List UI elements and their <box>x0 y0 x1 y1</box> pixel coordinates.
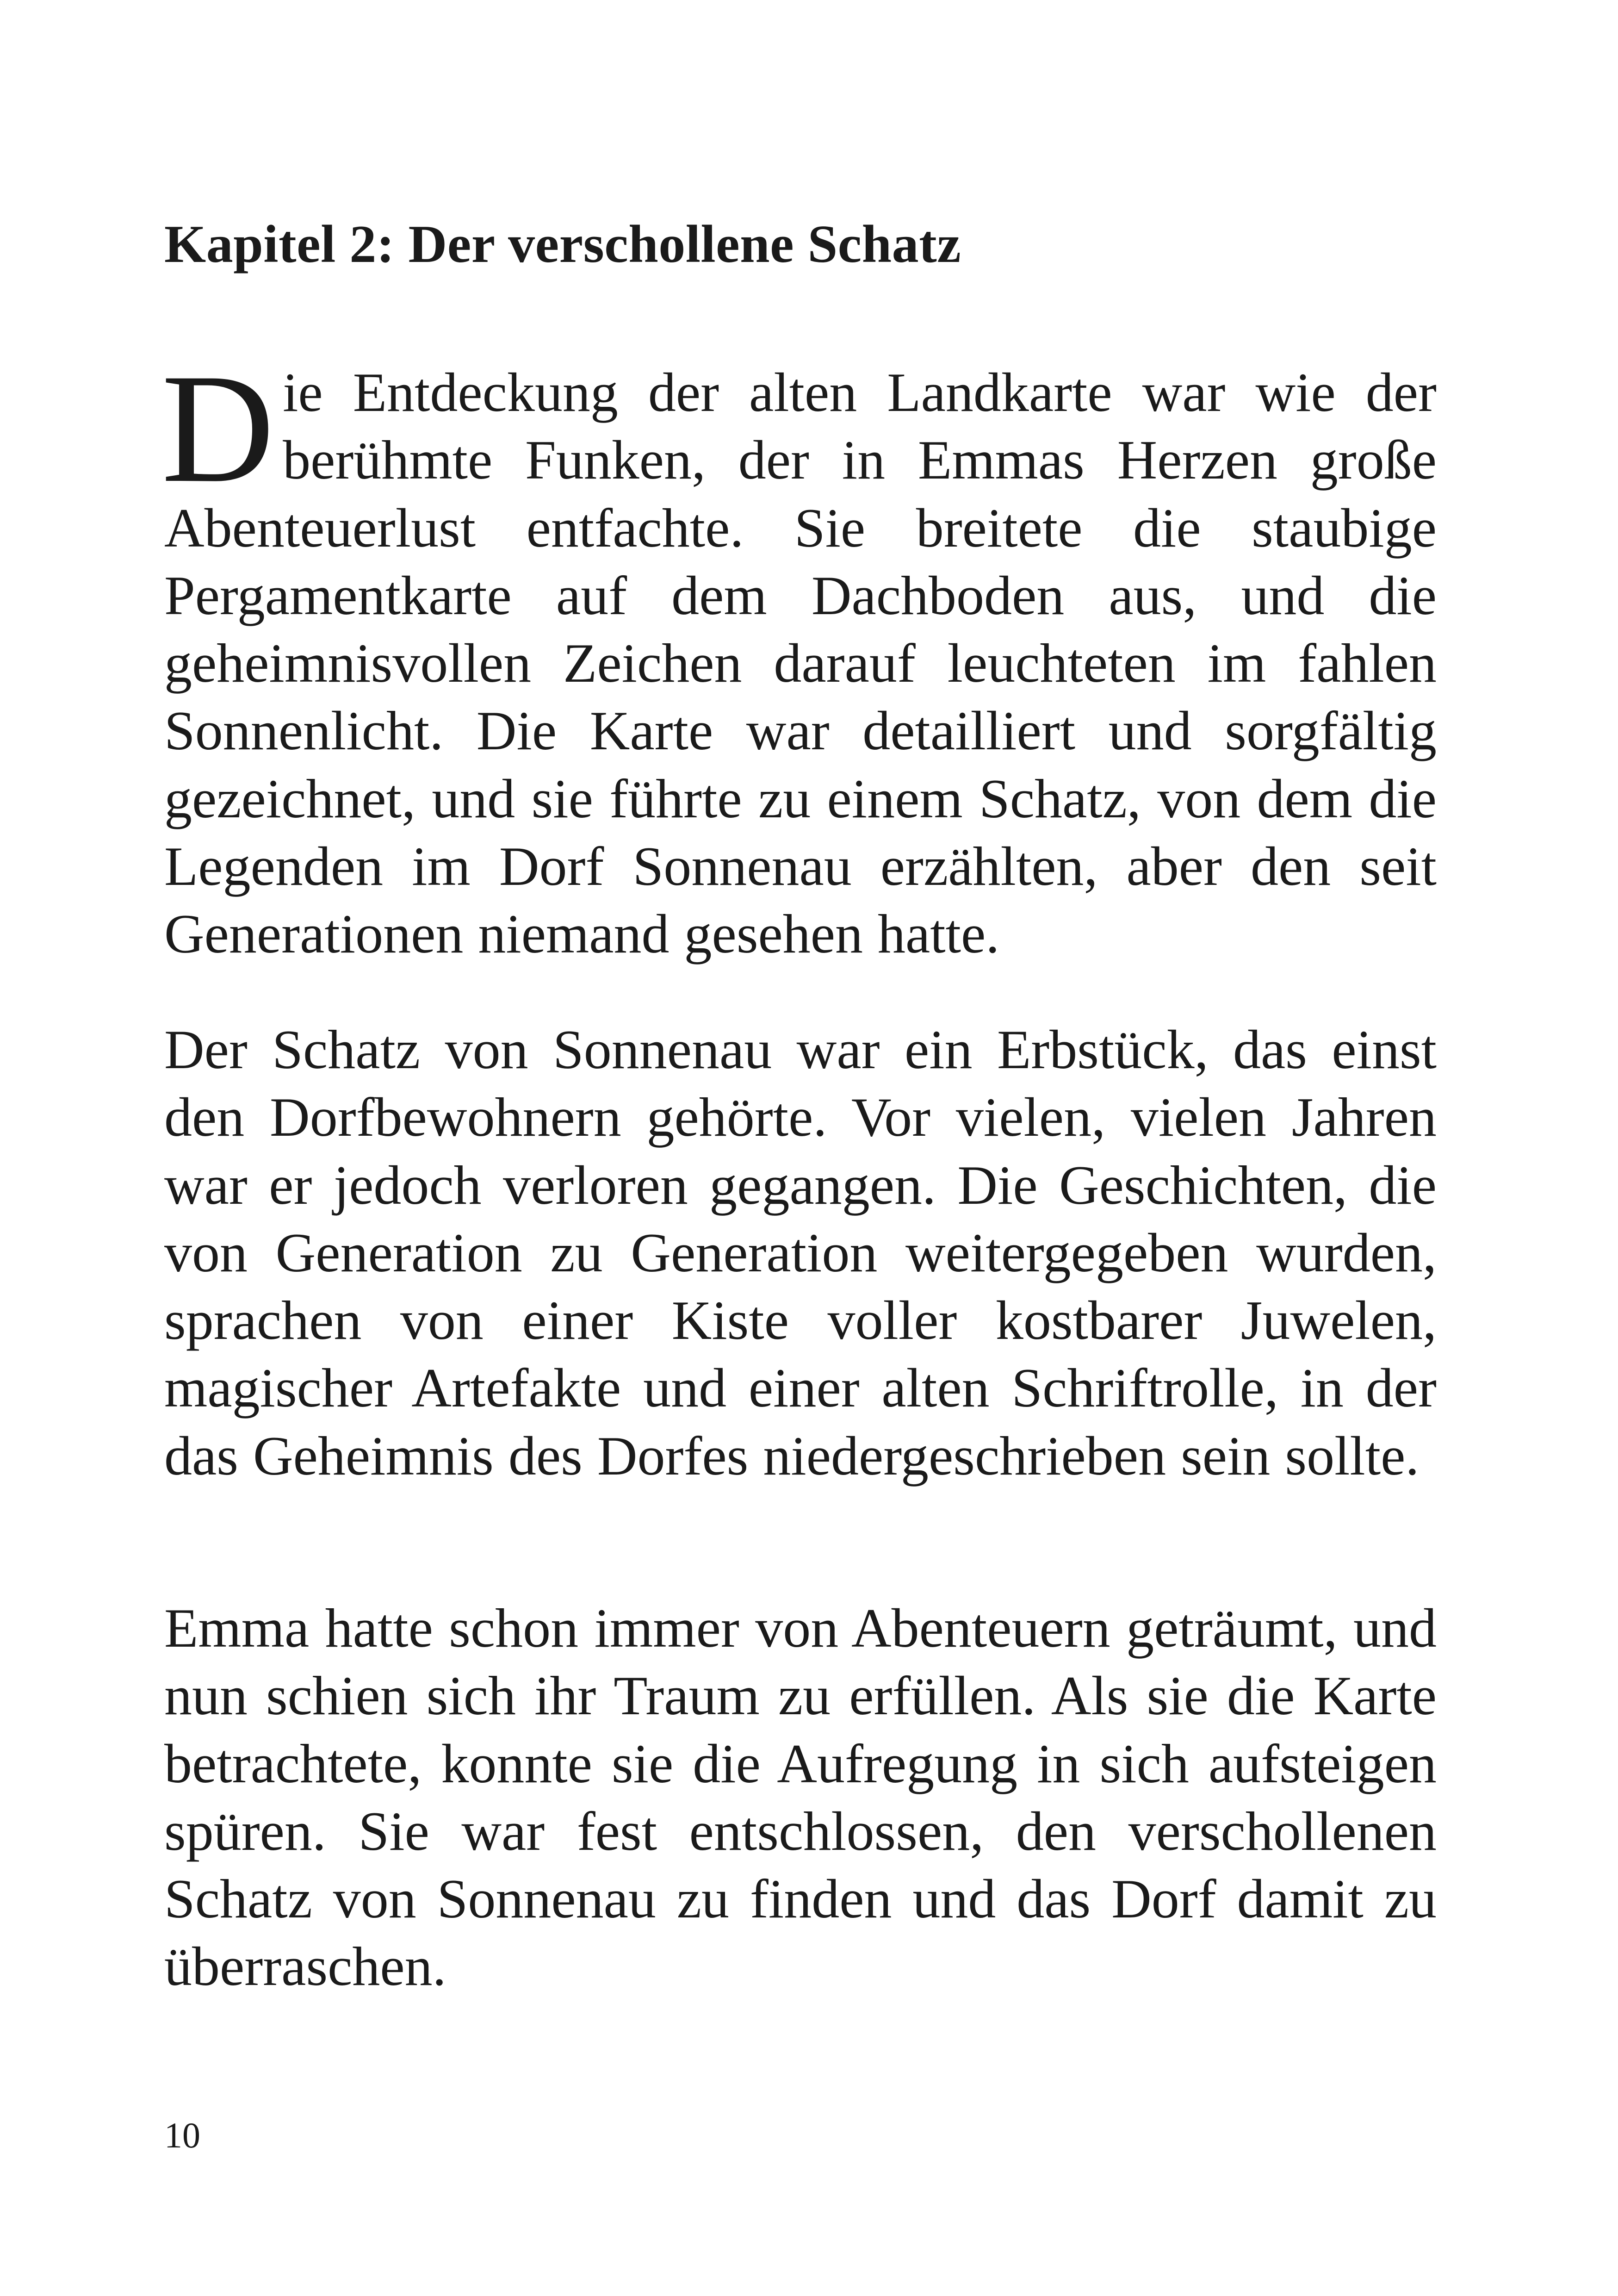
drop-cap: D <box>161 342 275 515</box>
paragraph-1 <box>161 342 1437 968</box>
page-number: 10 <box>164 2115 200 2155</box>
paragraph-1-text: ie Entdeckung der alten Landkarte war wie der berühmte Funken, der in Emmas Herzen große Abenteuerlust entfachte. Sie breitete die staubige Pergamentkarte auf dem Dachboden aus, und die geheimnisvollen Zeichen darauf leuchteten im fahlen Sonnenlicht. Die Karte war detailliert und sorgfältig gezeichnet, und sie führte zu einem Schatz, von dem die Legenden im Dorf Sonnenau erzählten, aber den seit Generationen niemand gesehen hatte. <box>164 361 1437 965</box>
paragraph-3: Emma hatte schon immer von Abenteuern geträumt, und nun schien sich ihr Traum zu erfüllen. Als sie die Karte betrachtete, konnte sie die Aufregung in sich aufsteigen spüren. Sie war fest entschlossen, den verschollenen Schatz von Sonnenau zu finden und das Dorf damit zu überraschen. <box>164 1597 1437 1997</box>
chapter-title: Kapitel 2: Der verschollene Schatz <box>164 215 961 274</box>
paragraph-2: Der Schatz von Sonnenau war ein Erbstück, das einst den Dorfbewohnern gehörte. Vor vielen, vielen Jahren war er jedoch verloren gegangen. Die Geschichten, die von Generation zu Generation weitergegeben wurden, sprachen von einer Kiste voller kostbarer Juwelen, magischer Artefakte und einer alten Schriftrolle, in der das Geheimnis des Dorfes niedergeschrieben sein sollte. <box>164 1019 1437 1487</box>
